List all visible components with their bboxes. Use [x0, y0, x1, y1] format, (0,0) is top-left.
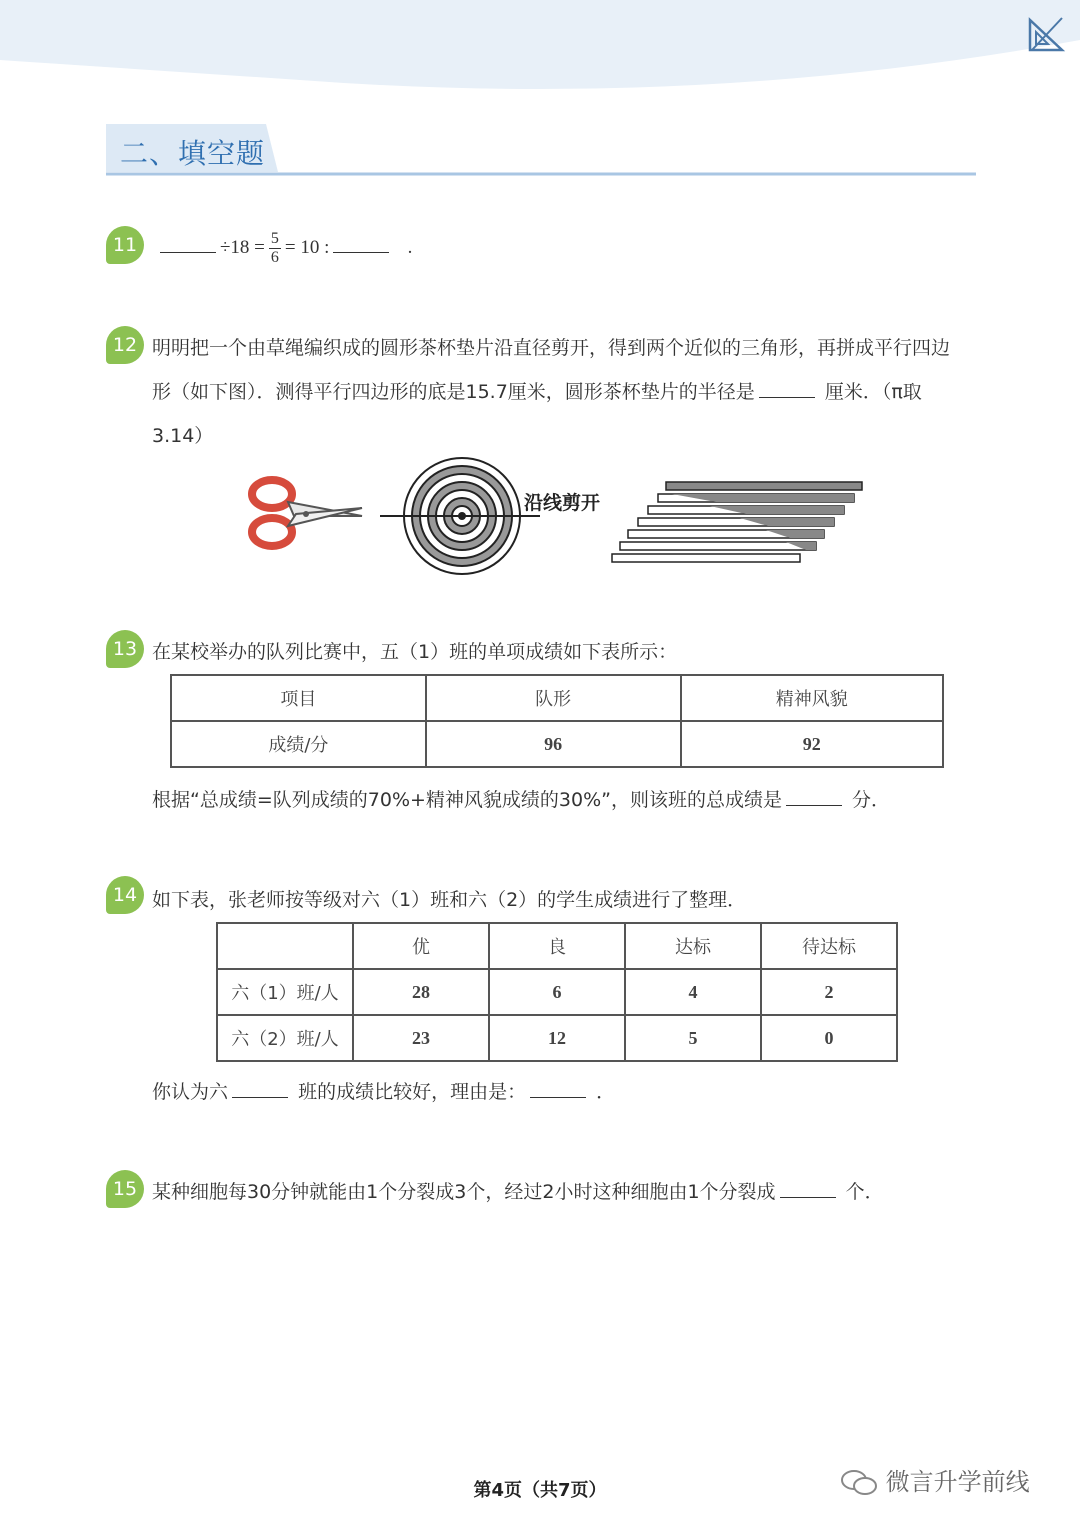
q15-text-a: 某种细胞每30分钟就能由1个分裂成3个，经过2小时这种细胞由1个分裂成	[152, 1181, 776, 1203]
q12-line2	[152, 370, 922, 414]
ruler-triangle-icon	[1026, 14, 1066, 54]
table-cell: 2	[761, 969, 897, 1015]
table-cell: 12	[489, 1015, 625, 1061]
parallelogram-strips-diagram	[606, 478, 870, 568]
q14-question	[152, 1070, 615, 1114]
q13-score-table	[170, 674, 944, 768]
q12-line3: 3.14）	[152, 425, 214, 447]
answer-blank[interactable]	[786, 787, 842, 806]
q11-end: .	[407, 237, 413, 258]
table-cell: 23	[353, 1015, 489, 1061]
table-row	[171, 675, 943, 721]
q14-question-b: 班的成绩比较好，理由是：	[298, 1081, 527, 1103]
section-title: 二、填空题	[120, 137, 266, 170]
table-cell: 96	[426, 721, 681, 767]
table-cell: 0	[761, 1015, 897, 1061]
coaster-circle-diagram	[380, 456, 540, 576]
fraction-numerator: 5	[270, 230, 279, 248]
q12-line2a: 形（如下图）．测得平行四边形的底是15.7厘米，圆形茶杯垫片的半径是	[152, 381, 755, 403]
q14-grade-table	[216, 922, 898, 1062]
table-cell: 92	[681, 721, 944, 767]
question-number-15: 15	[106, 1170, 144, 1208]
scissors-icon	[244, 470, 374, 554]
table-cell: 六（2）班/人	[217, 1015, 353, 1061]
question-number-11: 11	[106, 226, 144, 264]
q11-ratio: = 10 :	[284, 237, 330, 258]
table-cell: 六（1）班/人	[217, 969, 353, 1015]
table-header-cell: 待达标	[761, 923, 897, 969]
q14-question-a: 你认为六	[152, 1081, 229, 1103]
table-row	[171, 721, 943, 767]
question-number-12: 12	[106, 326, 144, 364]
table-header-cell: 良	[489, 923, 625, 969]
fraction-denominator: 6	[270, 249, 279, 267]
table-row	[217, 969, 897, 1015]
table-cell: 4	[625, 969, 761, 1015]
table-header-cell: 达标	[625, 923, 761, 969]
table-header-cell: 项目	[171, 675, 426, 721]
q15-text	[152, 1170, 884, 1214]
q12-line2b: 厘米．（π取	[824, 381, 922, 403]
header-wave-decoration	[0, 0, 1080, 100]
page-number: 第4页（共7页）	[473, 1480, 607, 1501]
q14-intro: 如下表，张老师按等级对六（1）班和六（2）的学生成绩进行了整理．	[152, 889, 747, 911]
question-11	[156, 226, 412, 270]
q13-intro: 在某校举办的队列比赛中，五（1）班的单项成绩如下表所示：	[152, 641, 678, 663]
table-row	[217, 923, 897, 969]
answer-blank[interactable]	[232, 1079, 288, 1098]
table-cell: 28	[353, 969, 489, 1015]
q11-fraction	[269, 230, 281, 267]
cut-label: 沿线剪开	[524, 492, 601, 514]
table-header-cell: 队形	[426, 675, 681, 721]
watermark-text: 微言升学前线	[885, 1468, 1030, 1496]
wechat-icon	[840, 1468, 878, 1498]
q13-question-a: 根据“总成绩=队列成绩的70%+精神风貌成绩的30%”，则该班的总成绩是	[152, 789, 782, 811]
q14-question-c: ．	[596, 1081, 616, 1103]
answer-blank[interactable]	[333, 234, 389, 253]
answer-blank[interactable]	[759, 379, 815, 398]
answer-blank[interactable]	[530, 1079, 586, 1098]
q11-division: ÷18 =	[220, 237, 265, 258]
q13-question	[152, 778, 890, 822]
answer-blank[interactable]	[780, 1179, 836, 1198]
q13-question-b: 分．	[852, 789, 891, 811]
table-cell: 成绩/分	[171, 721, 426, 767]
table-header-cell: 优	[353, 923, 489, 969]
table-row	[217, 1015, 897, 1061]
q15-text-b: 个．	[845, 1181, 884, 1203]
question-number-14: 14	[106, 876, 144, 914]
table-cell: 6	[489, 969, 625, 1015]
q12-line1: 明明把一个由草绳编织成的圆形茶杯垫片沿直径剪开，得到两个近似的三角形，再拼成平行四边	[152, 337, 951, 359]
table-cell: 5	[625, 1015, 761, 1061]
answer-blank[interactable]	[160, 234, 216, 253]
watermark	[840, 1462, 1030, 1498]
table-header-cell	[217, 923, 353, 969]
question-number-13: 13	[106, 630, 144, 668]
table-header-cell: 精神风貌	[681, 675, 944, 721]
